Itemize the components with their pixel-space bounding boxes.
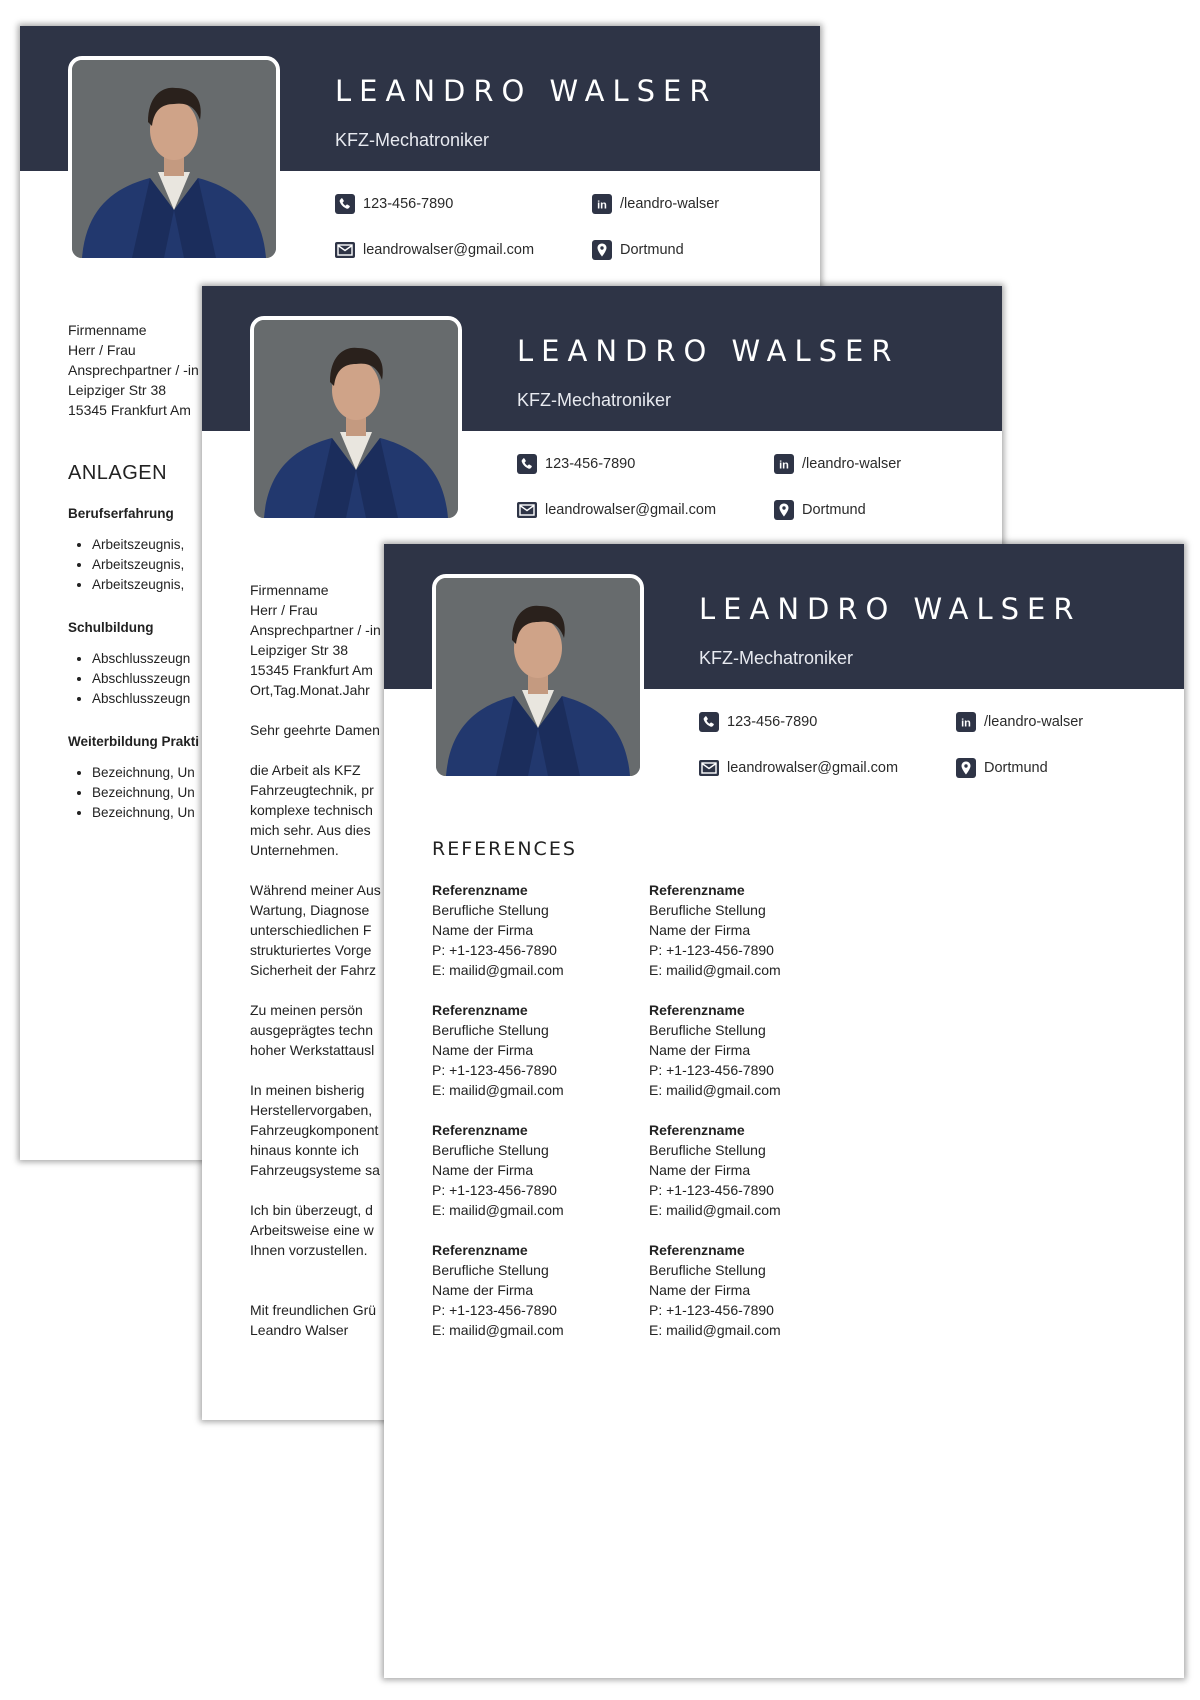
applicant-name: LEANDRO WALSER [699, 592, 1082, 626]
reference-entry [432, 1240, 649, 1340]
letter-line: komplexe technisch [250, 802, 373, 818]
letter-line: Ihnen vorzustellen. [250, 1242, 368, 1258]
letter-line: Während meiner Aus [250, 882, 381, 898]
email-icon [699, 758, 719, 778]
contact-phone [517, 454, 635, 474]
reference-position: Berufliche Stellung [432, 902, 549, 918]
linkedin-text: /leandro-walser [802, 456, 902, 472]
contact-linkedin [592, 194, 719, 214]
contact-email [335, 240, 534, 260]
letter-date: Ort,Tag.Monat.Jahr [250, 682, 370, 698]
attachment-item: • Bezeichnung, Un [92, 763, 199, 783]
recipient-contact: Ansprechpartner / -in [250, 622, 381, 638]
phone-icon [517, 454, 537, 474]
reference-company: Name der Firma [432, 1282, 534, 1298]
reference-position: Berufliche Stellung [649, 1262, 766, 1278]
reference-entry [649, 880, 866, 980]
portrait-photo [250, 316, 462, 522]
reference-entry [649, 1120, 866, 1220]
reference-company: Name der Firma [649, 1282, 751, 1298]
recipient-city: 15345 Frankfurt Am [250, 662, 373, 678]
svg-text:in: in [779, 459, 789, 472]
email-icon [517, 500, 537, 520]
recipient-company: Firmenname [250, 582, 329, 598]
job-title: KFZ-Mechatroniker [517, 390, 672, 410]
attachment-group-title: Berufserfahrung [68, 506, 174, 521]
reference-name: Referenzname [432, 1122, 528, 1138]
linkedin-text: /leandro-walser [620, 196, 720, 212]
letter-line: Fahrzeugtechnik, pr [250, 782, 374, 798]
city-text: Dortmund [802, 502, 866, 518]
applicant-name: LEANDRO WALSER [517, 334, 900, 368]
attachment-group-school [68, 620, 190, 709]
reference-name: Referenzname [649, 1122, 745, 1138]
closing-text: Mit freundlichen Grü [250, 1302, 377, 1318]
letter-line: unterschiedlichen F [250, 922, 372, 938]
letter-line: die Arbeit als KFZ [250, 762, 361, 778]
attachment-item: • Bezeichnung, Un [92, 783, 199, 803]
reference-company: Name der Firma [649, 922, 751, 938]
linkedin-icon [592, 194, 612, 214]
contact-city [592, 240, 684, 260]
letter-line: Ich bin überzeugt, d [250, 1202, 373, 1218]
attachment-group-title: Weiterbildung Prakti [68, 734, 200, 749]
contact-email [517, 500, 716, 520]
svg-text:in: in [597, 199, 607, 212]
reference-email: E: mailid@gmail.com [432, 962, 564, 978]
attachment-item: • Arbeitszeugnis, [92, 555, 184, 575]
attachment-item: • Arbeitszeugnis, [92, 535, 184, 555]
letter-line: mich sehr. Aus dies [250, 822, 371, 838]
attachment-group-title: Schulbildung [68, 620, 154, 635]
reference-email: E: mailid@gmail.com [432, 1082, 564, 1098]
reference-phone: P: +1-123-456-7890 [649, 1182, 774, 1198]
reference-email: E: mailid@gmail.com [649, 1202, 781, 1218]
contact-phone [335, 194, 453, 214]
contact-city [956, 758, 1048, 778]
reference-position: Berufliche Stellung [649, 1022, 766, 1038]
reference-email: E: mailid@gmail.com [649, 1082, 781, 1098]
recipient-salutation: Herr / Frau [68, 342, 136, 358]
linkedin-icon [774, 454, 794, 474]
attachments-heading: ANLAGEN [68, 462, 168, 484]
recipient-contact: Ansprechpartner / -in [68, 362, 199, 378]
recipient-street: Leipziger Str 38 [250, 642, 349, 658]
phone-text: 123-456-7890 [545, 456, 636, 472]
reference-entry [432, 1120, 649, 1220]
reference-phone: P: +1-123-456-7890 [432, 1302, 557, 1318]
attachment-item: • Abschlusszeugn [92, 689, 190, 709]
phone-text: 123-456-7890 [727, 714, 818, 730]
location-pin-icon [956, 758, 976, 778]
recipient-street: Leipziger Str 38 [68, 382, 167, 398]
letter-line: Wartung, Diagnose [250, 902, 370, 918]
letter-line: hinaus konnte ich [250, 1142, 359, 1158]
references-heading: REFERENCES [432, 838, 577, 860]
attachment-item: • Abschlusszeugn [92, 669, 190, 689]
city-text: Dortmund [620, 242, 684, 258]
letter-line: Fahrzeugkomponent [250, 1122, 379, 1138]
job-title: KFZ-Mechatroniker [699, 648, 854, 668]
svg-text:in: in [961, 717, 971, 730]
attachment-item: • Bezeichnung, Un [92, 803, 199, 823]
contact-city [774, 500, 866, 520]
references-grid [432, 880, 866, 1340]
portrait-photo [68, 56, 280, 262]
reference-name: Referenzname [432, 1242, 528, 1258]
attachment-group-training [68, 734, 199, 823]
reference-phone: P: +1-123-456-7890 [432, 942, 557, 958]
reference-position: Berufliche Stellung [649, 902, 766, 918]
reference-entry [649, 1000, 866, 1100]
letter-line: Sicherheit der Fahrz [250, 962, 377, 978]
reference-position: Berufliche Stellung [649, 1142, 766, 1158]
letter-line: ausgeprägtes techn [250, 1022, 373, 1038]
letter-line: strukturiertes Vorge [250, 942, 372, 958]
phone-icon [335, 194, 355, 214]
letter-line: Unternehmen. [250, 842, 339, 858]
references-page [384, 544, 1184, 1678]
reference-email: E: mailid@gmail.com [649, 962, 781, 978]
reference-company: Name der Firma [432, 1162, 534, 1178]
attachment-group-work [68, 506, 184, 595]
applicant-name: LEANDRO WALSER [335, 74, 718, 108]
reference-name: Referenzname [649, 1002, 745, 1018]
reference-phone: P: +1-123-456-7890 [432, 1182, 557, 1198]
email-text: leandrowalser@gmail.com [363, 242, 535, 258]
linkedin-text: /leandro-walser [984, 714, 1084, 730]
reference-position: Berufliche Stellung [432, 1262, 549, 1278]
reference-phone: P: +1-123-456-7890 [432, 1062, 557, 1078]
email-text: leandrowalser@gmail.com [727, 760, 899, 776]
recipient-salutation: Herr / Frau [250, 602, 318, 618]
reference-entry [432, 1000, 649, 1100]
email-text: leandrowalser@gmail.com [545, 502, 717, 518]
portrait-photo [432, 574, 644, 780]
signature-name: Leandro Walser [250, 1322, 349, 1338]
reference-email: E: mailid@gmail.com [649, 1322, 781, 1338]
reference-entry [432, 880, 649, 980]
salutation-text: Sehr geehrte Damen [250, 722, 380, 738]
reference-name: Referenzname [432, 1002, 528, 1018]
recipient-city: 15345 Frankfurt Am [68, 402, 191, 418]
reference-email: E: mailid@gmail.com [432, 1322, 564, 1338]
phone-icon [699, 712, 719, 732]
reference-company: Name der Firma [649, 1162, 751, 1178]
location-pin-icon [592, 240, 612, 260]
city-text: Dortmund [984, 760, 1048, 776]
reference-phone: P: +1-123-456-7890 [649, 942, 774, 958]
reference-position: Berufliche Stellung [432, 1142, 549, 1158]
location-pin-icon [774, 500, 794, 520]
reference-name: Referenzname [649, 882, 745, 898]
reference-name: Referenzname [649, 1242, 745, 1258]
letter-line: Zu meinen persön [250, 1002, 363, 1018]
job-title: KFZ-Mechatroniker [335, 130, 490, 150]
reference-company: Name der Firma [432, 1042, 534, 1058]
contact-email [699, 758, 898, 778]
reference-company: Name der Firma [649, 1042, 751, 1058]
contact-phone [699, 712, 817, 732]
recipient-company: Firmenname [68, 322, 147, 338]
contact-linkedin [956, 712, 1083, 732]
attachment-item: • Abschlusszeugn [92, 649, 190, 669]
reference-entry [649, 1240, 866, 1340]
attachment-item: • Arbeitszeugnis, [92, 575, 184, 595]
letter-line: Fahrzeugsysteme sa [250, 1162, 380, 1178]
reference-phone: P: +1-123-456-7890 [649, 1062, 774, 1078]
letter-line: In meinen bisherig [250, 1082, 365, 1098]
recipient-address [68, 320, 199, 420]
reference-name: Referenzname [432, 882, 528, 898]
reference-email: E: mailid@gmail.com [432, 1202, 564, 1218]
reference-company: Name der Firma [432, 922, 534, 938]
linkedin-icon [956, 712, 976, 732]
phone-text: 123-456-7890 [363, 196, 454, 212]
contact-linkedin [774, 454, 901, 474]
email-icon [335, 240, 355, 260]
letter-line: hoher Werkstattausl [250, 1042, 375, 1058]
reference-phone: P: +1-123-456-7890 [649, 1302, 774, 1318]
letter-line: Herstellervorgaben, [250, 1102, 373, 1118]
reference-position: Berufliche Stellung [432, 1022, 549, 1038]
letter-line: Arbeitsweise eine w [250, 1222, 374, 1238]
